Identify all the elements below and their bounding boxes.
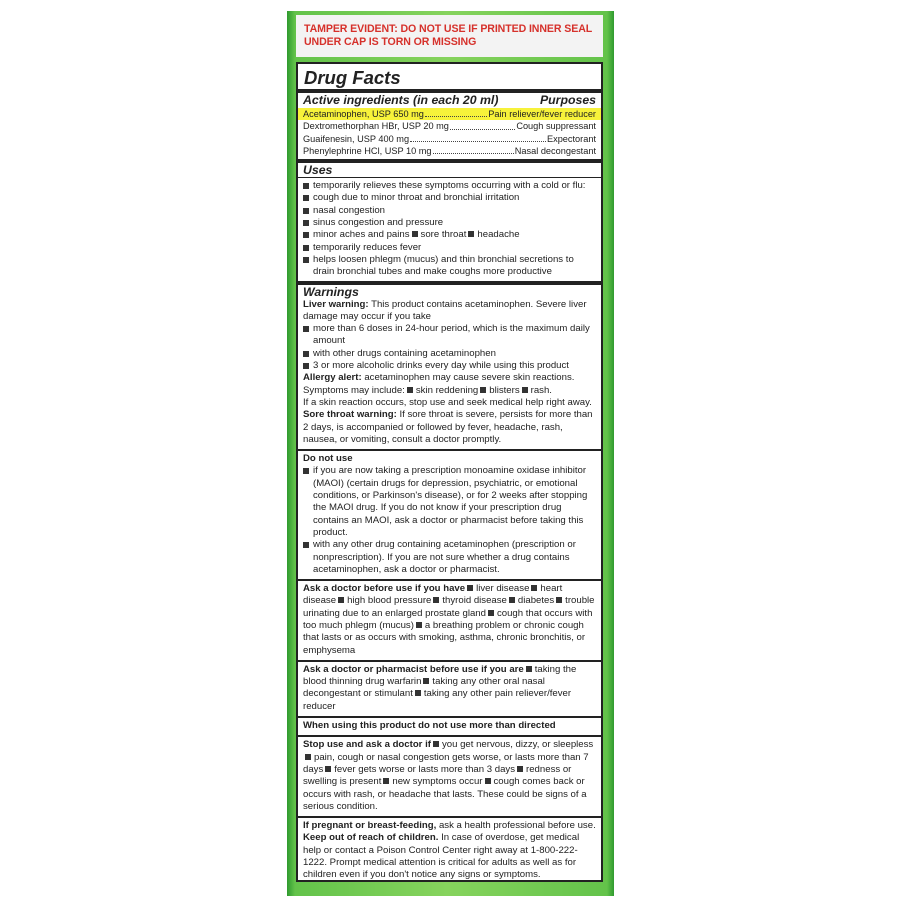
bullet-icon (412, 231, 418, 237)
warnings-section: Warnings Liver warning: This product contains acetaminophen. Severe liver damage may occur if you take more than 6 doses in 24-hour period, which is the maximum daily amount with other drugs containing acetaminophen 3 or more alcoholic drinks every day while using this product Allergy alert: acetaminophen may cause severe skin reactions. Symptoms may include: skin reddening blisters rash. If a skin reaction occurs, stop use and seek medical help right away. Sore throat warning: If sore throat is severe, persists for more than 2 days, is accompanied or followed by fever, headache, rash, nausea, or vomiting, consult a doctor promptly. Do not use if you are now taking a prescription monoamine oxidase inhibitor (MAOI) (certain drugs for depression, psychiatric, or emotional conditions, or Parkinson's disease), or for 2 weeks after stopping the MAOI drug. If you do not know if your prescription drug contains an MAOI, ask a doctor or pharmacist before taking this product. with any other drug containing acetaminophen (prescription or nonprescription). If you are not sure whether a drug contains acetaminophen, ask a doctor or pharmacist. Ask a doctor before use if you have liver disease heart disease high blood pressure thyroid disease diabetes trouble urinating due to an enlarged prostate gland cough that occurs with too much phlegm (mucus) a breathing problem or chronic cough that lasts or as occurs with smoking, asthma, chronic bronchitis, or emphysema Ask a doctor or pharmacist before use if you are taking the blood thinning drug warfarin taking any other oral nasal decongestant or stimulant taking any other pain reliever/fever reducer When using this product do not use more than directed Stop use and ask a doctor if you get nervous, dizzy, or sleeplesspain, cough or nasal congestion gets worse, or lasts more than 7 days fever gets worse or lasts more than 3 days redness or swelling is present new symptoms occur cough comes back or occurs with rash, or headache that lasts. These could be signs of a serious condition. If pregnant or breast-feeding, ask a health professional before use. Keep out of reach of children. In case of overdose, get medical help or contact a Poison Control Center right away at 1-800-222-1222. Prompt medical attention is critical for adults as well as for children even if you don't notice any signs or symptoms. (303, 285, 596, 882)
bullet-icon (468, 231, 474, 237)
bullet-icon (522, 387, 528, 393)
list-item: if you are now taking a prescription monoamine oxidase inhibitor (MAOI) (certain drugs for depression, psychiatric, or emotional conditions, or Parkinson's disease), or for 2 weeks after stopping the MAOI drug. If you do not know if your prescription drug contains an MAOI, ask a doctor or pharmacist before taking this product. (303, 465, 596, 539)
ask-pharmacist-paragraph: Ask a doctor or pharmacist before use if you are taking the blood thinning drug warfarin taking any other oral nasal decongestant or stimulant taking any other pain reliever/fever reducer (303, 663, 577, 712)
list-item: temporarily relieves these symptoms occurring with a cold or flu: (303, 180, 596, 192)
list-item: 3 or more alcoholic drinks every day while using this product (303, 360, 596, 372)
ingredient-row: Dextromethorphan HBr, USP 20 mg Cough suppressant (303, 121, 596, 132)
tamper-evident-notice: TAMPER EVIDENT: DO NOT USE IF PRINTED INNER SEAL UNDER CAP IS TORN OR MISSING (296, 15, 603, 57)
warnings-title: Warnings (303, 284, 359, 299)
bullet-icon (303, 245, 309, 251)
active-ingredients-header (303, 93, 596, 108)
bullet-icon (303, 468, 309, 474)
purposes-heading: Purposes (539, 93, 596, 107)
list-item: with any other drug containing acetaminophen (prescription or nonprescription). If you are not sure whether a drug contains acetaminophen, ask a doctor or pharmacist. (303, 539, 596, 576)
when-using-line: When using this product do not use more than directed (303, 720, 556, 732)
list-item: cough due to minor throat and bronchial irritation (303, 192, 596, 204)
bullet-icon (303, 195, 309, 201)
ingredient-row: Acetaminophen, USP 650 mg Pain reliever/fever reducer (298, 108, 601, 120)
ask-doctor-paragraph: Ask a doctor before use if you have liver disease heart disease high blood pressure thyroid disease diabetes trouble urinating due to an enlarged prostate gland cough that occurs with too much phlegm (mucus) a breathing problem or chronic cough that lasts or as occurs with smoking, asthma, chronic bronchitis, or emphysema (303, 583, 595, 656)
list-item: helps loosen phlegm (mucus) and thin bronchial secretions to drain bronchial tubes and make coughs more productive (303, 254, 596, 279)
drug-facts-title: Drug Facts (304, 67, 401, 88)
bullet-icon (303, 232, 309, 238)
bullet-icon (303, 183, 309, 189)
bullet-icon (303, 351, 309, 357)
list-item: sinus congestion and pressure (303, 217, 596, 229)
active-ingredients-heading: Active ingredients (in each 20 ml) (303, 93, 499, 107)
bullet-icon (303, 208, 309, 214)
list-item: nasal congestion (303, 205, 596, 217)
list-item: minor aches and pains sore throat headache (303, 229, 596, 241)
bullet-icon (303, 542, 309, 548)
bullet-icon (407, 387, 413, 393)
uses-title: Uses (303, 163, 333, 178)
list-item: temporarily reduces fever (303, 242, 596, 254)
bullet-icon (303, 363, 309, 369)
ingredient-row: Phenylephrine HCl, USP 10 mg Nasal decongestant (303, 145, 596, 156)
bullet-icon (303, 220, 309, 226)
ingredient-row: Guaifenesin, USP 400 mg Expectorant (303, 133, 596, 144)
uses-section (303, 163, 596, 278)
bullet-icon (303, 257, 309, 263)
bullet-icon (303, 326, 309, 332)
do-not-use-title: Do not use (303, 453, 353, 465)
list-item: more than 6 doses in 24-hour period, which is the maximum daily amount (303, 323, 596, 348)
bullet-icon (480, 387, 486, 393)
list-item: with other drugs containing acetaminophen (303, 348, 596, 360)
drug-facts-panel (296, 62, 603, 882)
stop-use-paragraph: Stop use and ask a doctor if you get nervous, dizzy, or sleeplesspain, cough or nasal congestion gets worse, or lasts more than 7 days fever gets worse or lasts more than 3 days redness or swelling is present new symptoms occur cough comes back or occurs with rash, or headache that lasts. These could be signs of a serious condition. (303, 739, 594, 812)
